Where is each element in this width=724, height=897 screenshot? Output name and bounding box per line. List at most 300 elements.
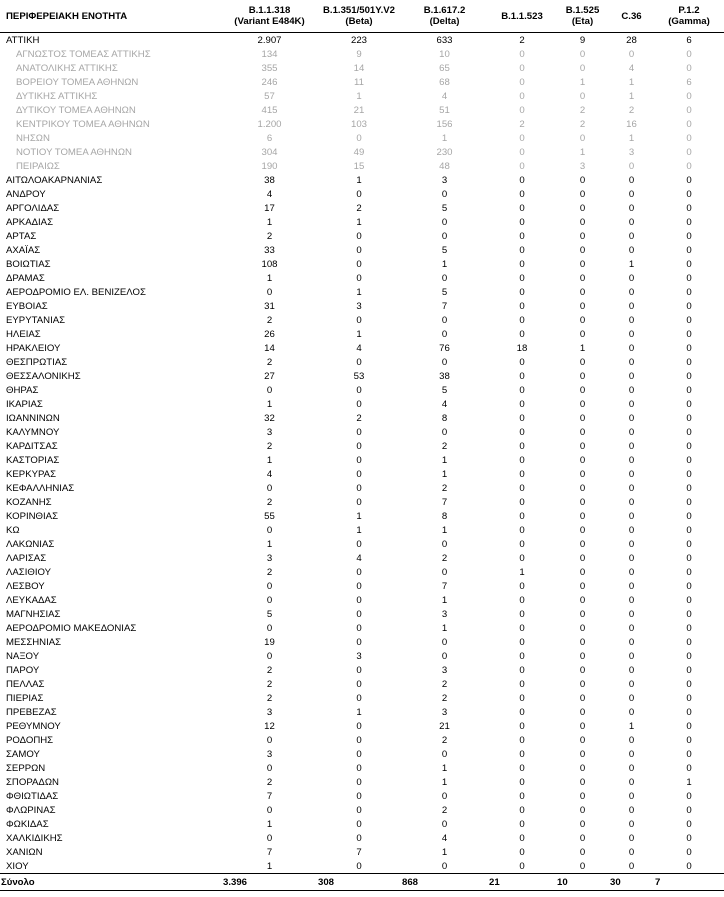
count-cell: 0: [628, 650, 635, 662]
count-cell: 0: [441, 328, 448, 340]
count-cell: 108: [261, 258, 278, 270]
header-label: ΠΕΡΙΦΕΡΕΙΑΚΗ ΕΝΟΤΗΤΑ: [6, 10, 128, 22]
table-row: [0, 523, 724, 537]
header-label: B.1.1.318: [248, 5, 291, 16]
count-cell: 0: [628, 356, 635, 368]
count-cell: 0: [519, 440, 525, 452]
count-cell: 0: [266, 762, 273, 774]
count-cell: 0: [356, 804, 362, 816]
regional-unit-name: ΑΝΑΤΟΛΙΚΗΣ ΑΤΤΙΚΗΣ: [16, 62, 118, 74]
table-row: [0, 173, 724, 187]
count-cell: 0: [266, 622, 273, 634]
count-cell: 0: [579, 776, 586, 788]
count-cell: 68: [439, 76, 450, 88]
regional-unit-name: ΠΡΕΒΕΖΑΣ: [6, 706, 57, 718]
count-cell: 4: [441, 398, 448, 410]
count-cell: 38: [264, 174, 275, 186]
count-cell: 0: [356, 132, 362, 144]
count-cell: 0: [686, 832, 692, 844]
count-cell: 18: [516, 342, 528, 354]
count-cell: 0: [686, 720, 692, 732]
count-cell: 3: [266, 748, 273, 760]
count-cell: 1: [266, 538, 273, 550]
table-body: [0, 33, 724, 874]
header-sublabel: (Eta): [571, 16, 594, 27]
count-cell: 0: [519, 804, 525, 816]
count-cell: 76: [439, 342, 450, 354]
regional-unit-name: ΑΕΡΟΔΡΟΜΙΟ ΜΑΚΕΔΟΝΙΑΣ: [6, 622, 137, 634]
header-label: P.1.2: [678, 5, 700, 16]
regional-unit-name: ΠΙΕΡΙΑΣ: [6, 692, 44, 704]
count-cell: 415: [261, 104, 278, 116]
count-cell: 0: [628, 440, 635, 452]
count-cell: 0: [356, 608, 362, 620]
count-cell: 4: [266, 188, 273, 200]
count-cell: 0: [686, 454, 692, 466]
count-cell: 0: [628, 216, 635, 228]
table-row: [0, 859, 724, 874]
count-cell: 0: [579, 454, 586, 466]
count-cell: 2: [266, 566, 273, 578]
count-cell: 0: [356, 664, 362, 676]
count-cell: 0: [628, 748, 635, 760]
count-cell: 1: [356, 328, 362, 340]
count-cell: 0: [356, 762, 362, 774]
count-cell: 0: [628, 706, 635, 718]
table-row: [0, 691, 724, 705]
count-cell: 0: [519, 356, 525, 368]
count-cell: 0: [356, 468, 362, 480]
regional-unit-name: ΔΥΤΙΚΟΥ ΤΟΜΕΑ ΑΘΗΝΩΝ: [16, 104, 136, 116]
count-cell: 7: [356, 846, 362, 858]
count-cell: 48: [439, 160, 450, 172]
count-cell: 0: [579, 202, 586, 214]
count-cell: 2: [266, 496, 273, 508]
count-cell: 0: [686, 496, 692, 508]
count-cell: 1: [266, 860, 273, 872]
count-cell: 3: [628, 146, 635, 158]
table-row: [0, 509, 724, 523]
count-cell: 0: [519, 496, 525, 508]
regional-unit-name: ΚΑΣΤΟΡΙΑΣ: [6, 454, 60, 466]
count-cell: 0: [628, 580, 635, 592]
count-cell: 0: [519, 538, 525, 550]
table-row: [0, 677, 724, 691]
count-cell: 0: [356, 258, 362, 270]
count-cell: 0: [628, 762, 635, 774]
regional-unit-name: ΚΟΡΙΝΘΙΑΣ: [6, 510, 59, 522]
count-cell: 0: [686, 342, 692, 354]
count-cell: 2: [266, 776, 273, 788]
regional-unit-name: ΚΑΛΥΜΝΟΥ: [6, 426, 60, 438]
regional-unit-name: ΑΤΤΙΚΗ: [6, 34, 40, 46]
count-cell: 0: [628, 552, 635, 564]
count-cell: 0: [266, 804, 273, 816]
total-label: Σύνολο: [0, 874, 222, 891]
count-cell: 1: [356, 286, 362, 298]
count-cell: 0: [686, 608, 692, 620]
count-cell: 0: [519, 692, 525, 704]
count-cell: 0: [686, 594, 692, 606]
count-cell: 0: [519, 384, 525, 396]
count-cell: 0: [519, 90, 525, 102]
count-cell: 0: [356, 356, 362, 368]
regional-unit-name: ΚΕΦΑΛΛΗΝΙΑΣ: [6, 482, 75, 494]
count-cell: 156: [436, 118, 453, 130]
count-cell: 0: [519, 594, 525, 606]
table-row: [0, 635, 724, 649]
count-cell: 7: [441, 496, 448, 508]
count-cell: 0: [519, 580, 525, 592]
count-cell: 14: [353, 62, 365, 74]
count-cell: 57: [264, 90, 275, 102]
count-cell: 0: [579, 258, 586, 270]
table-row: [0, 551, 724, 565]
count-cell: 0: [519, 370, 525, 382]
regional-unit-name: ΗΛΕΙΑΣ: [6, 328, 41, 340]
count-cell: 0: [686, 734, 692, 746]
count-cell: 0: [579, 496, 586, 508]
count-cell: 0: [579, 300, 586, 312]
count-cell: 1: [628, 720, 635, 732]
count-cell: 0: [356, 748, 362, 760]
regional-unit-name: ΕΥΡΥΤΑΝΙΑΣ: [6, 314, 66, 326]
count-cell: 0: [579, 468, 586, 480]
table-row: [0, 439, 724, 453]
header-sublabel: (Delta): [429, 16, 460, 27]
count-cell: 0: [686, 356, 692, 368]
count-cell: 0: [356, 636, 362, 648]
count-cell: 0: [628, 230, 635, 242]
count-cell: 2: [266, 692, 273, 704]
count-cell: 103: [350, 118, 367, 130]
header-sublabel: (Variant E484K): [234, 16, 305, 27]
count-cell: 4: [266, 468, 273, 480]
table-row: [0, 705, 724, 719]
count-cell: 0: [519, 230, 525, 242]
count-cell: 0: [686, 692, 692, 704]
count-cell: 53: [353, 370, 365, 382]
count-cell: 4: [441, 832, 448, 844]
count-cell: 0: [628, 300, 635, 312]
count-cell: 0: [356, 426, 362, 438]
regional-unit-name: ΔΥΤΙΚΗΣ ΑΤΤΙΚΗΣ: [16, 90, 98, 102]
count-cell: 0: [266, 734, 273, 746]
regional-unit-name: ΒΟΡΕΙΟΥ ΤΟΜΕΑ ΑΘΗΝΩΝ: [16, 76, 139, 88]
count-cell: 0: [519, 286, 525, 298]
count-cell: 0: [266, 384, 273, 396]
count-cell: 0: [519, 706, 525, 718]
count-cell: 0: [519, 748, 525, 760]
count-cell: 0: [579, 272, 586, 284]
count-cell: 0: [519, 846, 525, 858]
regional-unit-name: ΛΑΣΙΘΙΟΥ: [6, 566, 52, 578]
count-cell: 0: [628, 524, 635, 536]
table-row: [0, 649, 724, 663]
count-cell: 0: [628, 818, 635, 830]
count-cell: 230: [436, 146, 453, 158]
count-cell: 8: [441, 412, 448, 424]
regional-unit-name: ΜΑΓΝΗΣΙΑΣ: [6, 608, 61, 620]
count-cell: 0: [686, 160, 692, 172]
count-cell: 0: [686, 62, 692, 74]
count-cell: 2: [579, 104, 586, 116]
count-cell: 0: [356, 734, 362, 746]
count-cell: 2: [266, 314, 273, 326]
count-cell: 0: [579, 734, 586, 746]
table-row: [0, 229, 724, 243]
count-cell: 0: [519, 412, 525, 424]
count-cell: 51: [439, 104, 450, 116]
count-cell: 0: [686, 706, 692, 718]
count-cell: 10: [439, 48, 450, 60]
regional-unit-name: ΝΗΣΩΝ: [16, 132, 50, 144]
count-cell: 0: [628, 496, 635, 508]
count-cell: 0: [628, 846, 635, 858]
count-cell: 7: [266, 846, 273, 858]
count-cell: 0: [356, 622, 362, 634]
count-cell: 5: [441, 286, 448, 298]
count-cell: 633: [436, 34, 453, 46]
count-cell: 0: [579, 720, 586, 732]
count-cell: 1: [441, 468, 448, 480]
count-cell: 0: [686, 790, 692, 802]
count-cell: 0: [579, 426, 586, 438]
count-cell: 0: [579, 370, 586, 382]
table-header-row: [0, 0, 724, 33]
count-cell: 15: [353, 160, 365, 172]
count-cell: 0: [579, 594, 586, 606]
count-cell: 0: [686, 510, 692, 522]
count-cell: 0: [686, 370, 692, 382]
count-cell: 0: [519, 104, 525, 116]
regional-unit-name: ΑΡΤΑΣ: [6, 230, 37, 242]
count-cell: 0: [628, 482, 635, 494]
count-cell: 134: [261, 48, 278, 60]
count-cell: 0: [628, 48, 635, 60]
count-cell: 0: [519, 468, 525, 480]
table-row: [0, 383, 724, 397]
header-sublabel: (Beta): [345, 16, 373, 27]
count-cell: 0: [519, 622, 525, 634]
regional-unit-name: ΒΟΙΩΤΙΑΣ: [6, 258, 51, 270]
count-cell: 0: [579, 832, 586, 844]
header-label: C.36: [621, 10, 642, 22]
count-cell: 0: [579, 664, 586, 676]
regional-unit-name: ΦΛΩΡΙΝΑΣ: [6, 804, 56, 816]
count-cell: 3: [356, 300, 362, 312]
count-cell: 1: [441, 258, 448, 270]
regional-unit-name: ΛΕΥΚΑΔΑΣ: [6, 594, 57, 606]
count-cell: 5: [441, 384, 448, 396]
count-cell: 0: [519, 860, 525, 872]
count-cell: 2: [266, 230, 273, 242]
count-cell: 0: [519, 790, 525, 802]
count-cell: 0: [579, 230, 586, 242]
table-row: [0, 719, 724, 733]
table-row: [0, 775, 724, 789]
count-cell: 2: [579, 118, 586, 130]
table-row: [0, 593, 724, 607]
table-row: [0, 537, 724, 551]
count-cell: 0: [519, 482, 525, 494]
count-cell: 0: [441, 790, 448, 802]
count-cell: 0: [686, 818, 692, 830]
count-cell: 0: [579, 804, 586, 816]
count-cell: 0: [579, 174, 586, 186]
table-subrow: [0, 103, 724, 117]
table-row: [0, 201, 724, 215]
count-cell: 0: [579, 412, 586, 424]
count-cell: 0: [628, 734, 635, 746]
table-row: [0, 467, 724, 481]
count-cell: 0: [628, 860, 635, 872]
count-cell: 0: [441, 636, 448, 648]
regional-unit-name: ΚΑΡΔΙΤΣΑΣ: [6, 440, 58, 452]
count-cell: 1: [628, 90, 635, 102]
header-label: B.1.351/501Y.V2: [322, 5, 395, 16]
count-cell: 0: [356, 454, 362, 466]
count-cell: 0: [686, 412, 692, 424]
count-cell: 0: [519, 762, 525, 774]
count-cell: 0: [266, 482, 273, 494]
regional-unit-name: ΙΩΑΝΝΙΝΩΝ: [6, 412, 60, 424]
count-cell: 0: [441, 818, 448, 830]
regional-unit-name: ΧΙΟΥ: [6, 860, 29, 872]
count-cell: 0: [519, 426, 525, 438]
count-cell: 0: [519, 636, 525, 648]
count-cell: 0: [519, 524, 525, 536]
count-cell: 2: [441, 482, 448, 494]
count-cell: 0: [579, 552, 586, 564]
count-cell: 1: [519, 566, 525, 578]
count-cell: 16: [626, 118, 637, 130]
count-cell: 9: [579, 34, 586, 46]
count-cell: 33: [264, 244, 275, 256]
count-cell: 1: [441, 454, 448, 466]
count-cell: 0: [686, 146, 692, 158]
count-cell: 2: [356, 412, 362, 424]
count-cell: 2: [266, 678, 273, 690]
count-cell: 0: [356, 790, 362, 802]
count-cell: 65: [439, 62, 450, 74]
count-cell: 0: [628, 202, 635, 214]
count-cell: 1: [356, 706, 362, 718]
table-subrow: [0, 75, 724, 89]
header-label: B.1.525: [565, 5, 600, 16]
count-cell: 246: [261, 76, 278, 88]
regional-unit-name: ΕΥΒΟΙΑΣ: [6, 300, 48, 312]
count-cell: 7: [441, 300, 448, 312]
count-cell: 0: [628, 664, 635, 676]
count-cell: 1: [266, 216, 273, 228]
header-label: B.1.617.2: [423, 5, 466, 16]
regional-unit-name: ΠΕΙΡΑΙΩΣ: [16, 160, 60, 172]
regional-unit-name: ΚΩ: [6, 524, 20, 536]
count-cell: 1: [356, 524, 362, 536]
count-cell: 355: [261, 62, 278, 74]
count-cell: 0: [356, 188, 362, 200]
count-cell: 0: [686, 482, 692, 494]
count-cell: 4: [356, 552, 362, 564]
count-cell: 3: [441, 608, 448, 620]
count-cell: 0: [628, 384, 635, 396]
regional-unit-name: ΝΑΞΟΥ: [6, 650, 40, 662]
count-cell: 0: [628, 622, 635, 634]
table-row: [0, 299, 724, 313]
count-cell: 1: [628, 132, 635, 144]
header-sublabel: (Gamma): [668, 16, 710, 27]
count-cell: 0: [519, 454, 525, 466]
count-cell: 0: [519, 398, 525, 410]
count-cell: 2: [441, 440, 448, 452]
table-row: [0, 411, 724, 425]
count-cell: 0: [686, 440, 692, 452]
count-cell: 0: [519, 608, 525, 620]
table-subrow: [0, 131, 724, 145]
total-cell: 308: [317, 874, 401, 891]
count-cell: 17: [264, 202, 275, 214]
count-cell: 0: [628, 160, 635, 172]
count-cell: 4: [441, 90, 448, 102]
count-cell: 4: [628, 62, 635, 74]
count-cell: 0: [519, 678, 525, 690]
count-cell: 0: [686, 258, 692, 270]
count-cell: 0: [519, 720, 525, 732]
count-cell: 1: [579, 342, 586, 354]
count-cell: 0: [579, 538, 586, 550]
count-cell: 0: [519, 734, 525, 746]
count-cell: 0: [356, 384, 362, 396]
count-cell: 0: [686, 860, 692, 872]
count-cell: 223: [350, 34, 367, 46]
regional-unit-name: ΘΗΡΑΣ: [6, 384, 39, 396]
regional-unit-name: ΣΠΟΡΑΔΩΝ: [6, 776, 59, 788]
count-cell: 0: [579, 622, 586, 634]
count-cell: 19: [264, 636, 275, 648]
count-cell: 0: [441, 314, 448, 326]
count-cell: 0: [441, 650, 448, 662]
header-b16172: [401, 0, 488, 33]
count-cell: 0: [628, 594, 635, 606]
table-row: [0, 257, 724, 271]
count-cell: 0: [579, 244, 586, 256]
table-row: [0, 579, 724, 593]
count-cell: 0: [686, 104, 692, 116]
count-cell: 0: [686, 426, 692, 438]
count-cell: 0: [356, 230, 362, 242]
count-cell: 0: [356, 314, 362, 326]
regional-unit-name: ΘΕΣΠΡΩΤΙΑΣ: [6, 356, 68, 368]
count-cell: 0: [266, 286, 273, 298]
count-cell: 0: [579, 384, 586, 396]
count-cell: 0: [519, 510, 525, 522]
count-cell: 0: [356, 580, 362, 592]
regional-unit-name: ΗΡΑΚΛΕΙΟΥ: [6, 342, 61, 354]
count-cell: 0: [686, 664, 692, 676]
count-cell: 1: [628, 258, 635, 270]
count-cell: 3: [266, 552, 273, 564]
count-cell: 1: [441, 132, 448, 144]
count-cell: 0: [628, 636, 635, 648]
total-cell: 21: [488, 874, 556, 891]
count-cell: 0: [579, 398, 586, 410]
count-cell: 0: [356, 538, 362, 550]
count-cell: 0: [628, 412, 635, 424]
count-cell: 0: [519, 146, 525, 158]
count-cell: 0: [356, 818, 362, 830]
count-cell: 0: [628, 790, 635, 802]
